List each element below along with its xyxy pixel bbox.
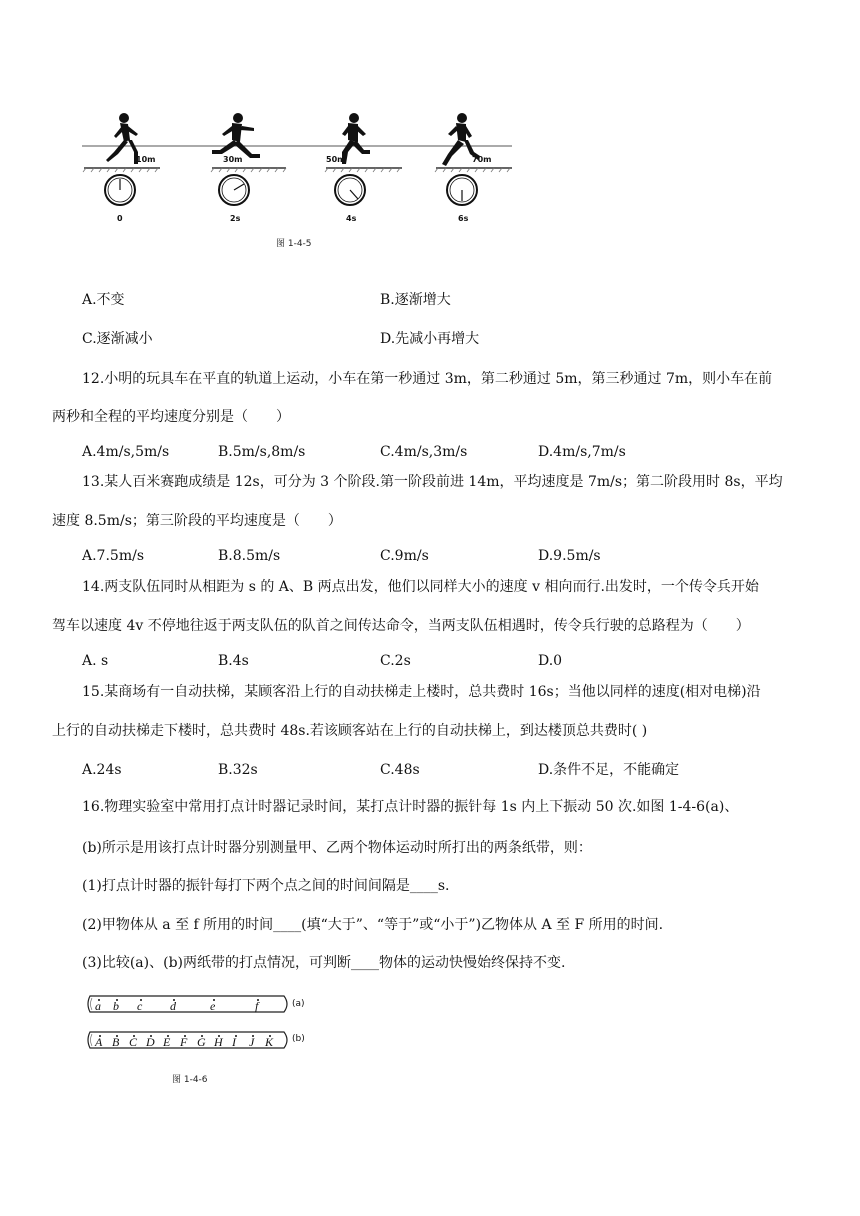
tape-a-point-c: c xyxy=(137,999,143,1013)
figure-1-4-5 xyxy=(80,110,520,250)
q13-option-d: D.9.5m/s xyxy=(538,548,601,564)
q14-option-b: B.4s xyxy=(218,653,249,669)
runner-3 xyxy=(342,113,370,164)
q11-option-d: D.先减小再增大 xyxy=(380,331,480,347)
q16-line-2: (b)所示是用该打点计时器分别测量甲、乙两个物体运动时所打出的两条纸带，则： xyxy=(82,840,592,856)
q11-option-a: A.不变 xyxy=(82,292,125,308)
tape-a-point-e: e xyxy=(210,999,216,1013)
q13-option-a: A.7.5m/s xyxy=(82,548,145,564)
runner-1 xyxy=(106,113,138,164)
q11-option-c: C.逐渐减小 xyxy=(82,331,153,347)
figure-1-4-6 xyxy=(84,990,324,1090)
q14-option-d: D.0 xyxy=(538,653,563,669)
tape-b-point-F: F xyxy=(180,1035,188,1049)
tape-b-point-A: A xyxy=(95,1035,103,1049)
tape-b-point-B: B xyxy=(112,1035,120,1049)
tape-b-point-I: I xyxy=(232,1035,236,1049)
q15-option-a: A.24s xyxy=(82,762,122,778)
q12-line-2: 两秒和全程的平均速度分别是（ ） xyxy=(52,409,290,425)
runner-2 xyxy=(212,113,260,158)
q15-option-c: C.48s xyxy=(380,762,420,778)
figure-caption: 图 1-4-5 xyxy=(276,239,312,249)
q16-subquestion-1: (1)打点计时器的振针每打下两个点之间的时间间隔是____s. xyxy=(82,878,450,894)
tape-b-label: (b) xyxy=(292,1034,305,1044)
tape-a-point-f: f xyxy=(255,999,259,1013)
q12-option-a: A.4m/s,5m/s xyxy=(82,444,170,460)
distance-label-4: 70m xyxy=(472,155,492,164)
q15-option-b: B.32s xyxy=(218,762,258,778)
tape-b-point-E: E xyxy=(163,1035,171,1049)
q12-option-d: D.4m/s,7m/s xyxy=(538,444,626,460)
tape-b-point-J: J xyxy=(249,1035,255,1049)
distance-label-1: 10m xyxy=(136,155,156,164)
q12-line-1: 12.小明的玩具车在平直的轨道上运动，小车在第一秒通过 3m，第二秒通过 5m，第三秒通过 7m，则小车在前 xyxy=(82,371,773,387)
q13-line-1: 13.某人百米赛跑成绩是 12s，可分为 3 个阶段.第一阶段前进 14m，平均速度是 7m/s；第二阶段用时 8s，平均 xyxy=(82,474,783,490)
time-label-1: 0 xyxy=(117,214,123,223)
q15-line-1: 15.某商场有一自动扶梯，某顾客沿上行的自动扶梯走上楼时，总共费时 16s；当他以同样的速度(相对电梯)沿 xyxy=(82,684,761,700)
q13-option-c: C.9m/s xyxy=(380,548,429,564)
figure-2-caption: 图 1-4-6 xyxy=(172,1075,208,1085)
q15-line-2: 上行的自动扶梯走下楼时，总共费时 48s.若该顾客站在上行的自动扶梯上，到达楼顶总共费时( ) xyxy=(52,723,648,739)
tape-b-point-H: H xyxy=(214,1035,223,1049)
q16-subquestion-3: (3)比较(a)、(b)两纸带的打点情况，可判断____物体的运动快慢始终保持不变. xyxy=(82,955,566,971)
tape-a-point-b: b xyxy=(113,999,119,1013)
time-label-2: 2s xyxy=(230,214,241,223)
tape-a-point-d: d xyxy=(170,999,176,1013)
distance-label-2: 30m xyxy=(223,155,243,164)
q16-subquestion-2: (2)甲物体从 a 至 f 所用的时间____(填“大于”、“等于”或“小于”)乙物体从 A 至 F 所用的时间. xyxy=(82,917,664,933)
q14-option-a: A. s xyxy=(82,653,109,669)
q16-line-1: 16.物理实验室中常用打点计时器记录时间，某打点计时器的振针每 1s 内上下振动 50 次.如图 1-4-6(a)、 xyxy=(82,799,739,815)
q12-option-b: B.5m/s,8m/s xyxy=(218,444,306,460)
runner-clock-illustration xyxy=(80,110,520,250)
q15-option-d: D.条件不足，不能确定 xyxy=(538,762,680,778)
distance-label-3: 50m xyxy=(326,155,346,164)
tape-b-point-G: G xyxy=(197,1035,206,1049)
q13-option-b: B.8.5m/s xyxy=(218,548,281,564)
tape-b-point-D: D xyxy=(146,1035,155,1049)
tape-a-label: (a) xyxy=(292,999,305,1009)
time-label-3: 4s xyxy=(346,214,357,223)
time-label-4: 6s xyxy=(458,214,469,223)
q12-option-c: C.4m/s,3m/s xyxy=(380,444,468,460)
q14-line-2: 驾车以速度 4v 不停地往返于两支队伍的队首之间传达命令，当两支队伍相遇时，传令兵行驶的总路程为（ ） xyxy=(52,618,750,634)
tape-b-point-K: K xyxy=(265,1035,274,1049)
q14-line-1: 14.两支队伍同时从相距为 s 的 A、B 两点出发，他们以同样大小的速度 v 相向而行.出发时，一个传令兵开始 xyxy=(82,579,759,595)
q13-line-2: 速度 8.5m/s；第三阶段的平均速度是（ ） xyxy=(52,513,342,529)
q11-option-b: B.逐渐增大 xyxy=(380,292,451,308)
tape-a-point-a: a xyxy=(95,999,101,1013)
tape-b-point-C: C xyxy=(129,1035,138,1049)
q14-option-c: C.2s xyxy=(380,653,411,669)
